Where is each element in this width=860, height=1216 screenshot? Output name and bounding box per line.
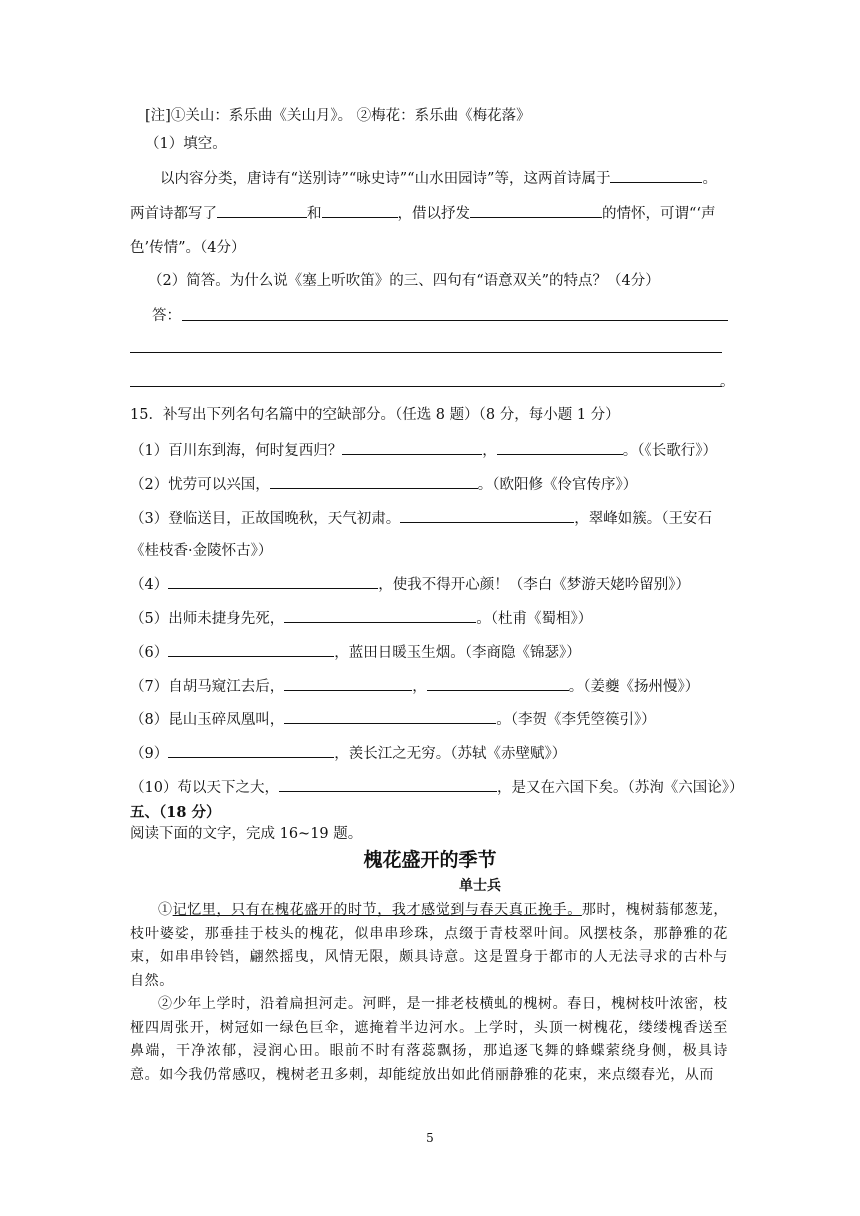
item-text: （1）百川东到海，何时复西归？: [130, 443, 343, 459]
paragraph-text: 那时，槐树蓊郁葱茏，枝叶婆娑，那垂挂于枝头的槐花，似串串珍珠，点缀于青枝翠叶间。风摆枝条，那静雅的花束，如串串铃铛，翩然摇曳，风情无限，颇具诗意。这是置身于都市的人无法寻求的古朴与自然。: [130, 902, 728, 989]
item-text: （7）自胡马窥江去后，: [130, 679, 285, 695]
q15-item-2: [130, 474, 637, 495]
article-title: 槐花盛开的季节: [363, 849, 497, 871]
answer-blank[interactable]: [610, 168, 702, 183]
q14-line2-c: ，借以抒发: [397, 206, 470, 222]
q14-line2-a: 两首诗都写了: [130, 206, 217, 222]
item-text: ，蓝田日暖玉生烟。（李商隐《锦瑟》）: [334, 645, 581, 661]
item-text: ，使我不得开心颜！（李白《梦游天姥吟留别》）: [378, 577, 690, 593]
item-text: ，: [482, 443, 497, 459]
item-text: （8）昆山玉碎凤凰叫，: [130, 712, 285, 728]
q15-item-3-cont: 《桂枝香·金陵怀古》）: [130, 543, 273, 559]
item-text: ，翠峰如簇。（王安石: [574, 511, 712, 527]
item-text: 。（欧阳修《伶官传序》）: [477, 477, 638, 493]
page-number: 5: [426, 1131, 434, 1145]
answer-blank[interactable]: [470, 203, 602, 218]
item-text: 。（杜甫《蜀相》）: [476, 611, 593, 627]
answer-blank[interactable]: [427, 676, 569, 691]
item-text: ，: [412, 679, 427, 695]
item-text: （4）: [130, 577, 169, 593]
q15-item-7: [130, 676, 699, 697]
q14-fill-line-3: 色’传情”。（4分）: [130, 240, 246, 256]
q15-item-10: [130, 777, 743, 798]
paragraph-marker: ①: [158, 902, 173, 918]
q15-item-6: [130, 642, 581, 663]
item-text: 。（《长歌行》）: [622, 443, 717, 459]
item-text: （3）登临送目，正故国晚秋，天气初肃。: [130, 511, 401, 527]
q14-fill-line-1: [160, 168, 717, 189]
q14-fill-line-2: [130, 203, 716, 224]
answer-blank[interactable]: [342, 440, 482, 455]
answer-blank[interactable]: [400, 508, 574, 523]
item-text: ，羡长江之无穷。（苏轼《赤壁赋》）: [334, 746, 567, 762]
article-author: 单士兵: [459, 878, 501, 894]
answer-line[interactable]: [130, 386, 722, 387]
item-text: 。（李贺《李凭箜篌引》）: [496, 712, 656, 728]
answer-blank[interactable]: [284, 676, 412, 691]
q15-item-5: [130, 608, 592, 629]
item-text: （10）苟以天下之大，: [130, 780, 279, 796]
q15-item-3: [130, 508, 712, 529]
item-text: （9）: [130, 746, 169, 762]
answer-blank[interactable]: [168, 642, 334, 657]
article-paragraph-2: ②少年上学时，沿着扁担河走。河畔，是一排老枝横虬的槐树。春日，槐树枝叶浓密，枝桠四周张开，树冠如一绿色巨伞，遮掩着半边河水。上学时，头顶一树槐花，缕缕槐香送至鼻端，干净浓郁，浸润心田。眼前不时有落蕊飘扬，那追逐飞舞的蜂蝶萦绕身侧，极具诗意。如今我仍常感叹，槐树老丑多刺，却能绽放出如此俏丽静雅的花束，来点缀春光，从而: [130, 996, 728, 1083]
answer-label: 答：: [152, 308, 181, 324]
item-text: 。（姜夔《扬州慢》）: [568, 679, 700, 695]
answer-blank[interactable]: [322, 203, 398, 218]
q15-heading: 15．补写出下列名句名篇中的空缺部分。（任选 8 题）（8 分，每小题 1 分）: [130, 407, 620, 423]
q15-item-9: [130, 743, 566, 764]
q14-line1-end: 。: [702, 171, 717, 187]
q15-item-8: [130, 709, 656, 730]
answer-blank[interactable]: [284, 709, 496, 724]
answer-line[interactable]: [130, 352, 722, 353]
q14-part2-question: （2）简答。为什么说《塞上听吹笛》的三、四句有“语意双关”的特点？（4分）: [148, 273, 660, 289]
underlined-sentence: 记忆里，只有在槐花盛开的时节，我才感觉到与春天真正挽手。: [172, 902, 582, 918]
item-text: （6）: [130, 645, 169, 661]
answer-blank[interactable]: [279, 777, 497, 792]
answer-end-mark: 。: [720, 374, 735, 390]
q15-item-4: [130, 574, 690, 595]
q14-line1-text: 以内容分类，唐诗有“送别诗”“咏史诗”“山水田园诗”等，这两首诗属于: [160, 171, 611, 187]
answer-blank[interactable]: [217, 203, 307, 218]
answer-blank[interactable]: [270, 474, 478, 489]
reading-instruction: 阅读下面的文字，完成 16~19 题。: [130, 826, 363, 842]
item-text: ，是又在六国下矣。（苏洵《六国论》）: [496, 780, 744, 796]
answer-blank[interactable]: [497, 440, 623, 455]
q14-part1-label: （1）填空。: [145, 136, 227, 152]
article-paragraph-1: [130, 899, 728, 993]
answer-blank[interactable]: [168, 743, 334, 758]
q14-line2-b: 和: [307, 206, 322, 222]
answer-blank[interactable]: [168, 574, 378, 589]
item-text: （2）忧劳可以兴国，: [130, 477, 270, 493]
poem-annotation-note: [注]①关山：系乐曲《关山月》。 ②梅花：系乐曲《梅花落》: [145, 108, 531, 124]
answer-line[interactable]: [182, 320, 728, 321]
q14-line2-d: 的情怀，可谓“‘声: [602, 206, 716, 222]
section-five-heading: 五、（18 分）: [130, 804, 221, 821]
answer-blank[interactable]: [284, 608, 476, 623]
q15-item-1: [130, 440, 717, 461]
item-text: （5）出师未捷身先死，: [130, 611, 285, 627]
